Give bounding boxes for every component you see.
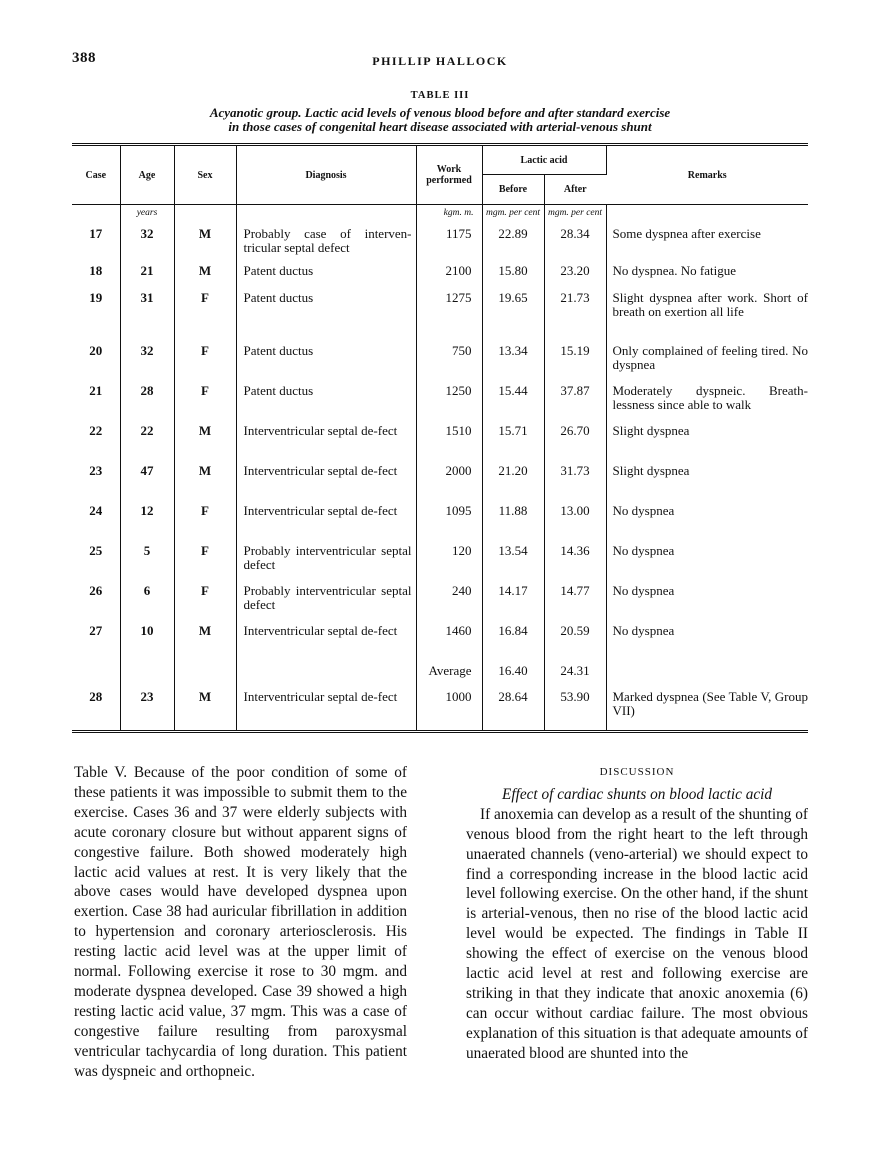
cell-before: 22.89	[482, 227, 544, 264]
cell-diagnosis: Interventricular septal de-fect	[236, 504, 416, 544]
cell-after: 23.20	[544, 264, 606, 291]
cell-sex: M	[174, 227, 236, 264]
cell-work: 240	[416, 584, 482, 624]
page-number: 388	[72, 50, 96, 66]
cell-work: 1275	[416, 291, 482, 344]
table-row	[72, 264, 808, 291]
cell-diagnosis: Interventricular septal de-fect	[236, 424, 416, 464]
left-column-text: Table V. Because of the poor condition of some of these patients it was impossible to submit them to the exercise. Cases 36 and 37 were elderly subjects with acute coronary closure but without apparent signs of congestive failure. Both showed moderately high lactic acid values at rest. It is very likely that the above cases would have developed dyspnea upon exertion. Case 38 had auricular fibrillation in addition to hypertension and coronary arteriosclerosis. His resting lactic acid level was at the upper limit of normal. Following exercise it rose to 30 mgm. and moderate dyspnea developed. Case 39 showed a high resting lactic acid value, 37 mgm. This was a case of congestive failure resulting from paroxysmal ventricular tachycardia of long duration. This patient was dyspneic and orthopneic.	[74, 764, 407, 1080]
cell-remarks: Only complained of feeling tired. No dyspnea	[612, 343, 808, 372]
cell-case: 27	[72, 624, 120, 664]
cell-case: 25	[72, 544, 120, 584]
cell-sex: F	[174, 291, 236, 344]
cell-after: 14.36	[544, 544, 606, 584]
cell-case: 23	[72, 464, 120, 504]
cell-sex: M	[174, 464, 236, 504]
right-column	[466, 763, 808, 1064]
cell-after: 14.77	[544, 584, 606, 624]
discussion-paragraph: If anoxemia can develop as a result of the shunting of venous blood from the right heart to the left through unaerated channels (veno-arterial) we should expect to find a corresponding increase in the blood lactic acid level following exercise. On the other hand, if the shunt is arterial-venous, then no rise of the blood lactic acid level would be expected. The findings in Table II showing the effect of exercise on the venous blood lactic acid level at rest and following exercise are striking in that they indicate that anoxic anoxemia (6) can occur without cardiac failure. The most obvious explanation of this situation is that adequate amounts of unaerated blood are shunted into the	[466, 805, 808, 1062]
units-row	[72, 205, 808, 228]
cell-remarks: No dyspnea	[612, 583, 675, 598]
cell-work: 120	[416, 544, 482, 584]
cell-case: 18	[72, 264, 120, 291]
cell-work: 1000	[416, 690, 482, 732]
cell-age: 23	[120, 690, 174, 732]
cell-age: 22	[120, 424, 174, 464]
cell-age: 31	[120, 291, 174, 344]
cell-diagnosis: Probably case of interven-tricular septal defect	[236, 227, 416, 264]
cell-before: 16.84	[482, 624, 544, 664]
cell-before: 15.80	[482, 264, 544, 291]
cell-after: 20.59	[544, 624, 606, 664]
cell-sex: F	[174, 384, 236, 424]
cell-age: 10	[120, 624, 174, 664]
discussion-subheading: Effect of cardiac shunts on blood lactic acid	[501, 785, 773, 803]
cell-work: 1175	[416, 227, 482, 264]
cell-remarks: No dyspnea. No fatigue	[612, 263, 736, 278]
table-row	[72, 624, 808, 664]
cell-remarks: Slight dyspnea after work. Short of breath on exertion all life	[612, 290, 808, 319]
cell-diagnosis: Probably interventricular septal defect	[236, 544, 416, 584]
cell-before: 28.64	[482, 690, 544, 732]
empty-cell	[174, 664, 236, 690]
cell-sex: M	[174, 624, 236, 664]
cell-remarks: No dyspnea	[612, 503, 675, 518]
cell-diagnosis: Probably interventricular septal defect	[236, 584, 416, 624]
cell-case: 26	[72, 584, 120, 624]
cell-before: 13.54	[482, 544, 544, 584]
cell-sex: M	[174, 424, 236, 464]
cell-work: 1250	[416, 384, 482, 424]
header-after: After	[544, 175, 606, 205]
cell-remarks: Slight dyspnea	[612, 463, 690, 478]
cell-diagnosis: Patent ductus	[236, 344, 416, 384]
cell-sex: M	[174, 264, 236, 291]
cell-remarks: No dyspnea	[612, 543, 675, 558]
cell-after: 37.87	[544, 384, 606, 424]
empty-cell	[72, 664, 120, 690]
cell-case: 28	[72, 690, 120, 732]
cell-diagnosis: Patent ductus	[236, 291, 416, 344]
cell-work: 1095	[416, 504, 482, 544]
table-row	[72, 424, 808, 464]
average-cell: 24.31	[544, 664, 606, 690]
cell-sex: F	[174, 584, 236, 624]
empty-cell	[236, 664, 416, 690]
cell-after: 28.34	[544, 227, 606, 264]
table-row	[72, 384, 808, 424]
cell-after: 21.73	[544, 291, 606, 344]
cell-work: 1510	[416, 424, 482, 464]
caption-line-2: in those cases of congenital heart disease associated with arterial-venous shunt	[228, 119, 652, 134]
empty-cell	[606, 664, 808, 690]
average-cell: 16.40	[482, 664, 544, 690]
unit-after: mgm. per cent	[544, 205, 606, 228]
table-row	[72, 504, 808, 544]
cell-age: 32	[120, 344, 174, 384]
cell-age: 28	[120, 384, 174, 424]
cell-diagnosis: Patent ductus	[236, 264, 416, 291]
cell-age: 47	[120, 464, 174, 504]
cell-remarks: Slight dyspnea	[612, 423, 690, 438]
cell-age: 21	[120, 264, 174, 291]
cell-age: 32	[120, 227, 174, 264]
cell-before: 15.71	[482, 424, 544, 464]
table-row	[72, 544, 808, 584]
table-row	[72, 690, 808, 732]
cell-diagnosis: Patent ductus	[236, 384, 416, 424]
cell-before: 19.65	[482, 291, 544, 344]
cell-sex: F	[174, 544, 236, 584]
header-diagnosis: Diagnosis	[236, 145, 416, 205]
table-row	[72, 464, 808, 504]
average-row	[72, 664, 808, 690]
cell-case: 17	[72, 227, 120, 264]
table-row	[72, 291, 808, 344]
header-age: Age	[120, 145, 174, 205]
empty-cell	[120, 664, 174, 690]
cell-remarks: Marked dyspnea (See Table V, Group VII)	[606, 690, 808, 732]
running-head: PHILLIP HALLOCK	[372, 54, 508, 68]
cell-after: 53.90	[544, 690, 606, 732]
cell-remarks: No dyspnea	[612, 623, 675, 638]
cell-case: 21	[72, 384, 120, 424]
cell-remarks: Moderately dyspneic. Breath-lessness since able to walk	[612, 383, 808, 412]
cell-before: 15.44	[482, 384, 544, 424]
cell-sex: M	[174, 690, 236, 732]
discussion-heading: DISCUSSION	[599, 766, 675, 778]
cell-sex: F	[174, 504, 236, 544]
cell-diagnosis: Interventricular septal de-fect	[236, 690, 416, 732]
cell-after: 13.00	[544, 504, 606, 544]
cell-case: 24	[72, 504, 120, 544]
cell-work: 2100	[416, 264, 482, 291]
header-lactic-acid: Lactic acid	[482, 145, 606, 175]
cell-before: 14.17	[482, 584, 544, 624]
cell-before: 21.20	[482, 464, 544, 504]
header-remarks: Remarks	[606, 145, 808, 205]
cell-case: 20	[72, 344, 120, 384]
lactic-acid-table	[72, 143, 808, 733]
header-sex: Sex	[174, 145, 236, 205]
unit-before: mgm. per cent	[482, 205, 544, 228]
cell-work: 2000	[416, 464, 482, 504]
cell-case: 22	[72, 424, 120, 464]
cell-after: 26.70	[544, 424, 606, 464]
table-caption	[120, 106, 760, 134]
cell-remarks: Some dyspnea after exercise	[612, 226, 761, 241]
cell-after: 15.19	[544, 344, 606, 384]
cell-diagnosis: Interventricular septal de-fect	[236, 624, 416, 664]
cell-age: 12	[120, 504, 174, 544]
cell-after: 31.73	[544, 464, 606, 504]
table-row	[72, 584, 808, 624]
cell-sex: F	[174, 344, 236, 384]
average-cell: Average	[416, 664, 482, 690]
cell-work: 1460	[416, 624, 482, 664]
header-case: Case	[72, 145, 120, 205]
cell-work: 750	[416, 344, 482, 384]
table-row	[72, 227, 808, 264]
cell-age: 5	[120, 544, 174, 584]
cell-case: 19	[72, 291, 120, 344]
cell-age: 6	[120, 584, 174, 624]
cell-before: 13.34	[482, 344, 544, 384]
cell-before: 11.88	[482, 504, 544, 544]
table-label: TABLE III	[410, 90, 470, 101]
cell-diagnosis: Interventricular septal de-fect	[236, 464, 416, 504]
unit-age: years	[120, 205, 174, 228]
unit-work: kgm. m.	[416, 205, 482, 228]
table-row	[72, 344, 808, 384]
header-before: Before	[482, 175, 544, 205]
caption-line-1: Acyanotic group. Lactic acid levels of venous blood before and after standard exercise	[209, 105, 671, 120]
header-work-performed: Work performed	[416, 145, 482, 205]
